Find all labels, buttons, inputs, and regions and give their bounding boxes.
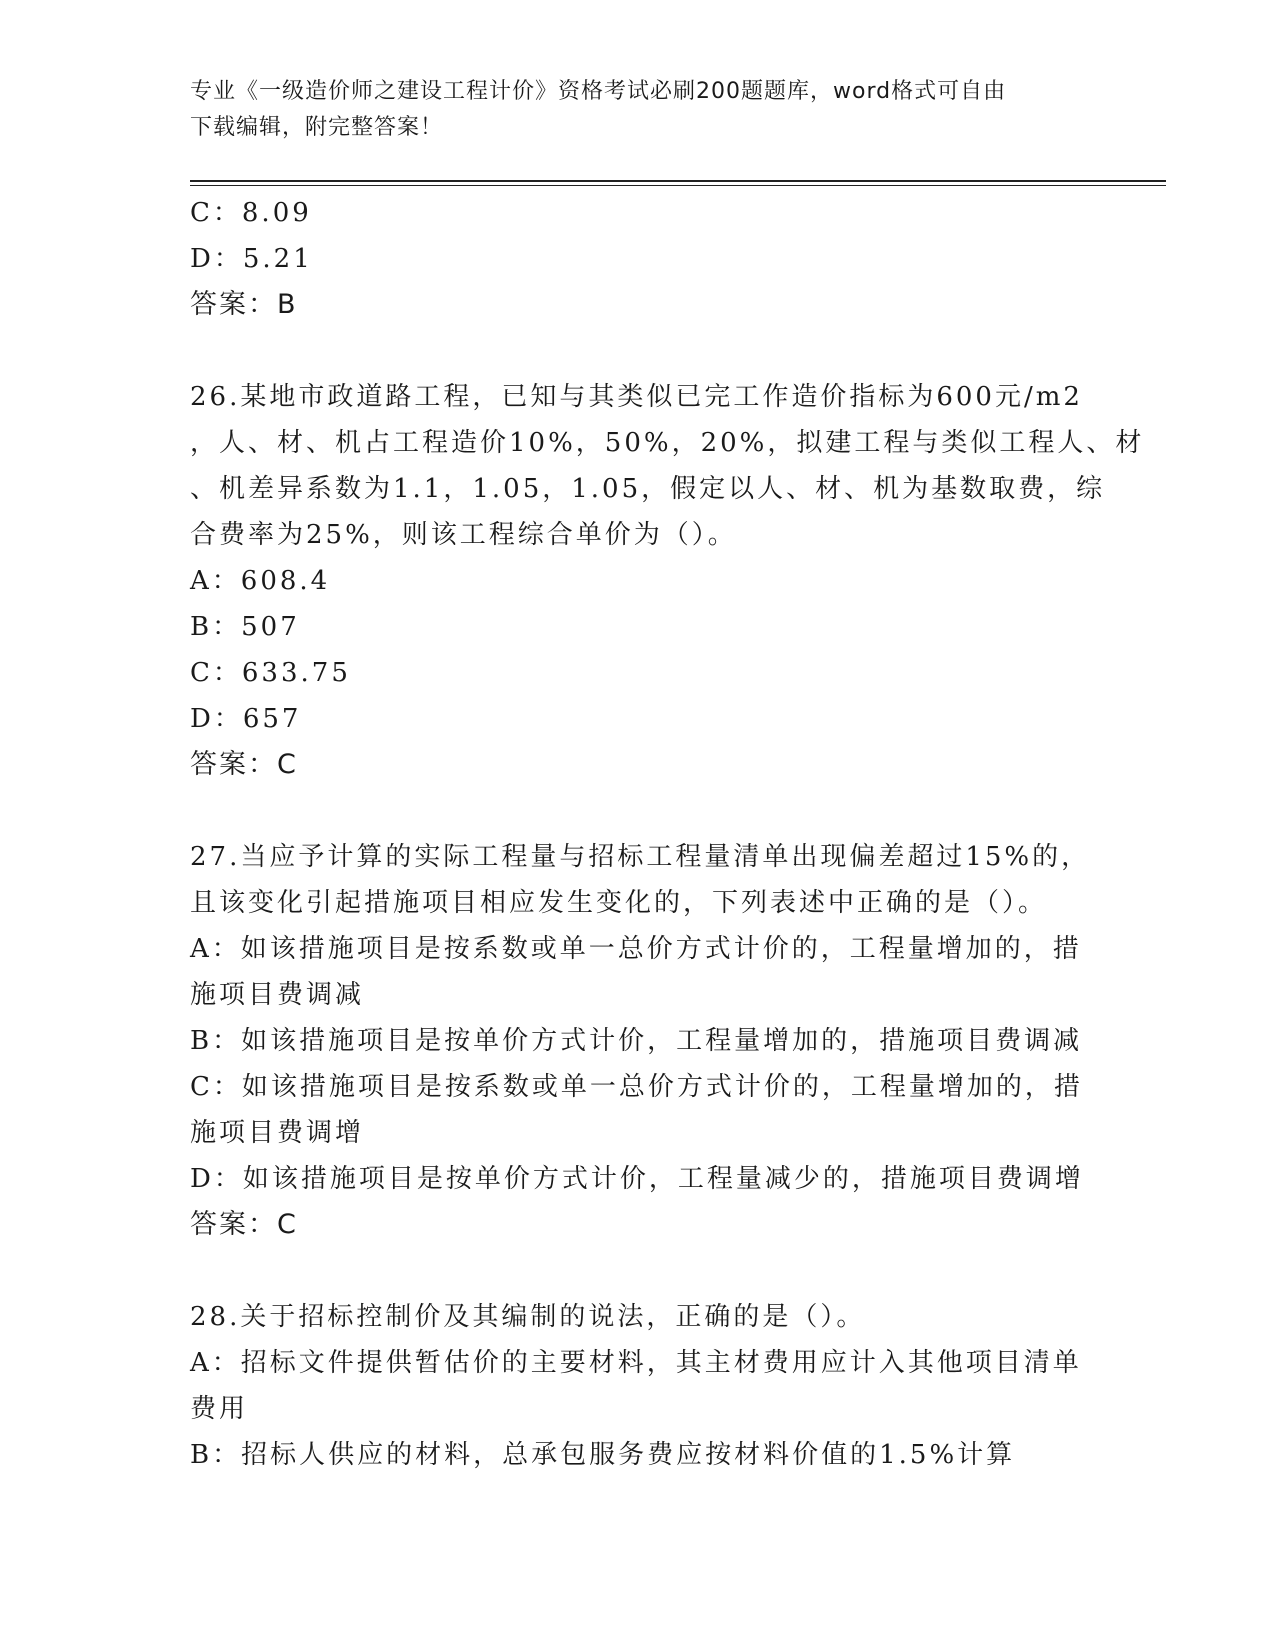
- option-a: A：如该措施项目是按系数或单一总价方式计价的，工程量增加的，措: [190, 934, 1082, 964]
- question-28: [190, 1294, 1090, 1478]
- header-divider-thin: [190, 185, 1166, 186]
- question-stem: 、机差异系数为1.1，1.05，1.05，假定以人、材、机为基数取费，综: [190, 474, 1106, 504]
- option-d: D：5.21: [190, 244, 313, 274]
- option-d: D：如该措施项目是按单价方式计价，工程量减少的，措施项目费调增: [190, 1164, 1084, 1194]
- option-a: A：招标文件提供暂估价的主要材料，其主材费用应计入其他项目清单: [190, 1348, 1082, 1378]
- option-b: B：招标人供应的材料，总承包服务费应按材料价值的1.5%计算: [190, 1440, 1016, 1470]
- answer-line: 答案：C: [190, 749, 298, 780]
- question-25-tail: [190, 190, 1090, 328]
- option-a-continued: 施项目费调减: [190, 980, 365, 1010]
- header-line-1: 专业《一级造价师之建设工程计价》资格考试必刷200题题库，word格式可自由: [190, 79, 1007, 104]
- header-line-2: 下载编辑，附完整答案！: [190, 115, 444, 140]
- option-d: D：657: [190, 704, 302, 734]
- option-b: B：如该措施项目是按单价方式计价，工程量增加的，措施项目费调减: [190, 1026, 1083, 1056]
- question-stem: ，人、材、机占工程造价10%，50%，20%，拟建工程与类似工程人、材: [190, 428, 1145, 458]
- question-stem: 且该变化引起措施项目相应发生变化的，下列表述中正确的是（）。: [190, 888, 1048, 918]
- question-stem: 26.某地市政道路工程，已知与其类似已完工作造价指标为600元/m2: [190, 382, 1083, 412]
- option-c: C：633.75: [190, 658, 351, 688]
- option-c-continued: 施项目费调增: [190, 1118, 365, 1148]
- option-a: A：608.4: [190, 566, 331, 596]
- question-27: [190, 834, 1090, 1248]
- document-body: [190, 190, 1145, 1478]
- answer-line: 答案：B: [190, 289, 298, 320]
- question-stem: 28.关于招标控制价及其编制的说法，正确的是（）。: [190, 1302, 866, 1332]
- option-c: C：8.09: [190, 198, 312, 228]
- question-stem: 合费率为25%，则该工程综合单价为（）。: [190, 520, 737, 550]
- header-divider-thick: [190, 180, 1166, 182]
- answer-line: 答案：C: [190, 1209, 298, 1240]
- document-header: [190, 74, 1090, 146]
- question-stem: 27.当应予计算的实际工程量与招标工程量清单出现偏差超过15%的，: [190, 842, 1091, 872]
- spacer: [190, 788, 1090, 834]
- spacer: [190, 328, 1090, 374]
- option-b: B：507: [190, 612, 300, 642]
- question-26: [190, 374, 1145, 788]
- option-c: C：如该措施项目是按系数或单一总价方式计价的，工程量增加的，措: [190, 1072, 1083, 1102]
- option-a-continued: 费用: [190, 1394, 249, 1424]
- spacer: [190, 1248, 1090, 1294]
